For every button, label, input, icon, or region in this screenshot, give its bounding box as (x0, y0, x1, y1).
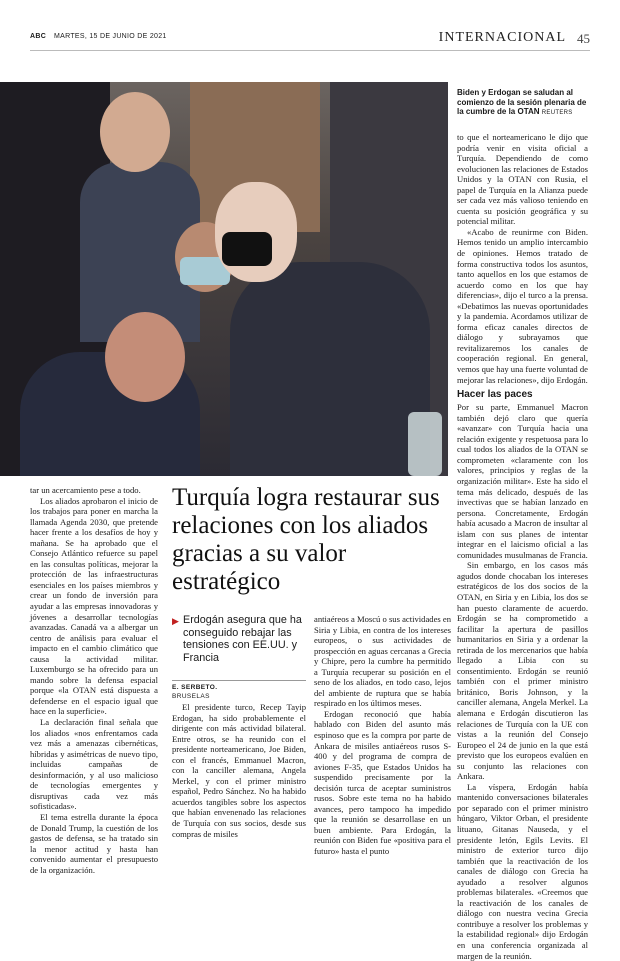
paragraph: El tema estrella durante la época de Donald Trump, la cuestión de los gastos de defensa, se ha tratado sin la menor actitud y hasta han convenido aumentar el presupuesto de la organización. (30, 811, 158, 875)
column-middle-left (172, 702, 306, 839)
paragraph: La víspera, Erdogán había mantenido conversaciones bilaterales por separado con el primer ministro húngaro, Viktor Orban, el presidente lituano, Gitanas Nauseda, y el presidente letón, Egils Levits. El ministro de exterior turco dijo también que la reactivación de los canales de diálogo con Grecia ha ayudado a resolver algunos problemas bilaterales. «Creemos que la reactivación de los canales de diálogo con nuestra vecina Grecia contribuye a resolver los problemas y la estabilidad regional» dijo Erdogán en una conferencia organizada al margen de la reunión. (457, 781, 588, 961)
photo-caption (457, 88, 588, 119)
paragraph: «Acabo de reunirme con Biden. Hemos tenido un amplio intercambio de opiniones. Hemos tratado de forma constructiva todos los asuntos, tanto aquellos en los que estamos de acuerdo como en los que hay diferencias», dijo el turco a la prensa. «Debatimos las nuevas oportunidades y la pandemia. Acordamos utilizar de forma eficaz canales directos de diálogo y subrayamos que revitalizaremos los canales de cooperación regional. En general, vemos que hay una fuerte voluntad de mejorar las relaciones», dijo Erdogán. (457, 226, 588, 385)
author-name: E. SERBETO. (172, 684, 218, 691)
subtitle-text: Erdogán asegura que ha conseguido rebajar las tensiones con EE.UU. y Francia (183, 614, 302, 664)
erdogan-head (105, 312, 185, 402)
page-header (30, 30, 590, 54)
photo-credit: REUTERS (541, 110, 573, 116)
subtitle (172, 614, 306, 664)
column-right (457, 132, 588, 961)
biden-figure (230, 262, 430, 476)
paragraph: La declaración final señala que los aliados «nos enfrentamos cada vez más a amenazas cibernéticas, híbridas y asimétricas de nuevo tipo, incluidas campañas de desinformación, y al uso malicioso de tecnologías emergentes y disruptivas cada vez más sofisticadas». (30, 717, 158, 812)
caption-text: Biden y Erdogan se saludan al comienzo de la sesión plenaria de la cumbre de la OTAN (457, 88, 587, 116)
bystander-head (100, 92, 170, 172)
paragraph: tar un acercamiento pese a todo. (30, 485, 141, 495)
subheading: Hacer las paces (457, 389, 533, 401)
header-rule (30, 50, 590, 51)
paragraph: Sin embargo, en los casos más agudos donde chocaban los intereses estratégicos de los dos socios de la OTAN, en Siria y en Libia, los dos se han puesto claramente de acuerdo. Erdogán se ha comprometido a facilitar la apertura de pasillos humanitarios en Siria y a ordenar la retirada de los mercenarios que había llegado a Libia con su consentimiento. Erdogán se reunió también con el primer ministro británico, Boris Johnson, y la canciller alemana, Angela Merkel. La alemana e Erdogán discutieron las relaciones de Turquía con la UE con vistas a la reunión del Consejo Europeo el 24 de junio en la que está previsto que los europeos evalúen en su conjunto las relaciones con Ankara. (457, 560, 588, 782)
paragraph: to que el norteamericano le dijo que podría venir en visita oficial a Turquía. Dependiendo de como evolucionen las relaciones de Estados Unidos y la OTAN con Rusia, el papel de Turquía en la Alianza puede ser cada vez más valioso teniendo en cuenta su posición geográfica y su potencial militar. (457, 132, 588, 227)
dateline-location: BRUSELAS (172, 692, 210, 700)
section-name: INTERNACIONAL (438, 30, 566, 45)
water-bottle (408, 412, 442, 476)
byline (172, 680, 306, 701)
page-number: 45 (577, 31, 590, 46)
paragraph: Por su parte, Emmanuel Macron también dejó claro que quería «avanzar» con Turquía hacia una relación exigente y respetuosa para lo cual todos los aliados de la OTAN se comprometen «claramente con los valores, principios y reglas de la organización militar». Este ha sido el tema más delicado, después de las invectivas que se habían lanzado en persona. Concretamente, Erdogán había acusado a Macron de insultar al islam con sus planes de intentar integrar en el laicismo oficial a las comunidades musulmanas de Francia. (457, 402, 588, 560)
paragraph: Los aliados aprobaron el inicio de los trabajos para poner en marcha la llamada Agenda 2030, que pretende hacer frente a los desafíos de hoy y mañana. Se ha aprobado que el Consejo Atlántico refuerce su papel en las consultas políticas, mejorar la protección de las infraestructuras esenciales en los países miembros y crear un fondo de inversión para ayudar a las empresas innovadoras y jóvenes a desarrollar tecnologías avanzadas. Canadá va a albergar un centro de análisis para evaluar el impacto en el cambio climático que causa la actividad militar. Luxemburgo se ha ofrecido para un mando sobre la defensa espacial porque «la OTAN está dispuesta a defenderse en el espacio igual que hace en la superficie». (30, 495, 158, 717)
news-photo (0, 82, 448, 476)
paragraph: El presidente turco, Recep Tayip Erdogan, ha sido probablemente el dirigente con más actividad bilateral. Entre otros, se ha reunido con el presidente norteamericano, Joe Biden, con el francés, Emmanuel Macron, con la canciller alemana, Angela Merkel, y con el primer ministro español, Pedro Sánchez. No ha habido acuerdos tangibles sobre los aspectos que habían envenenado las relaciones de Turquía con sus socios, desde sus compras de misiles (172, 702, 306, 839)
column-middle-right (314, 614, 451, 857)
newspaper-brand: ABC (30, 33, 47, 40)
paragraph: Erdogan reconoció que había hablado con Biden del asunto más espinoso que es la compra por parte de Ankara de misiles antiaéreos rusos S-400 y del programa de compra de aviones F-35, que Estados Unidos ha suspendido precisamente por la decisión turca de aceptar suministros rusos. Sobre este tema no ha habido avances, pero tampoco ha impedido que la reunión se desarrollase en un buen ambiente. Para Erdogán, la reunión con Biden fue «positiva para el futuro» hasta el punto (314, 708, 451, 857)
triangle-bullet-icon: ▶ (172, 616, 179, 626)
paragraph: antiaéreos a Moscú o sus actividades en Siria y Libia, en contra de los intereses europeos, o sus actividades de prospección en aguas cercanas a Grecia y Chipre, pero la cumbre ha permitido a Turquía recuperar su posición en el seno de los aliados, en todo caso, lejos del ambiente de ruptura que se había respirado en los últimos meses. (314, 614, 451, 709)
biden-mask (222, 232, 272, 266)
column-left (30, 485, 158, 875)
headline: Turquía logra restaurar sus relaciones con los aliados gracias a su valor estratégico (172, 484, 440, 595)
issue-date: MARTES, 15 DE JUNIO DE 2021 (54, 33, 167, 40)
